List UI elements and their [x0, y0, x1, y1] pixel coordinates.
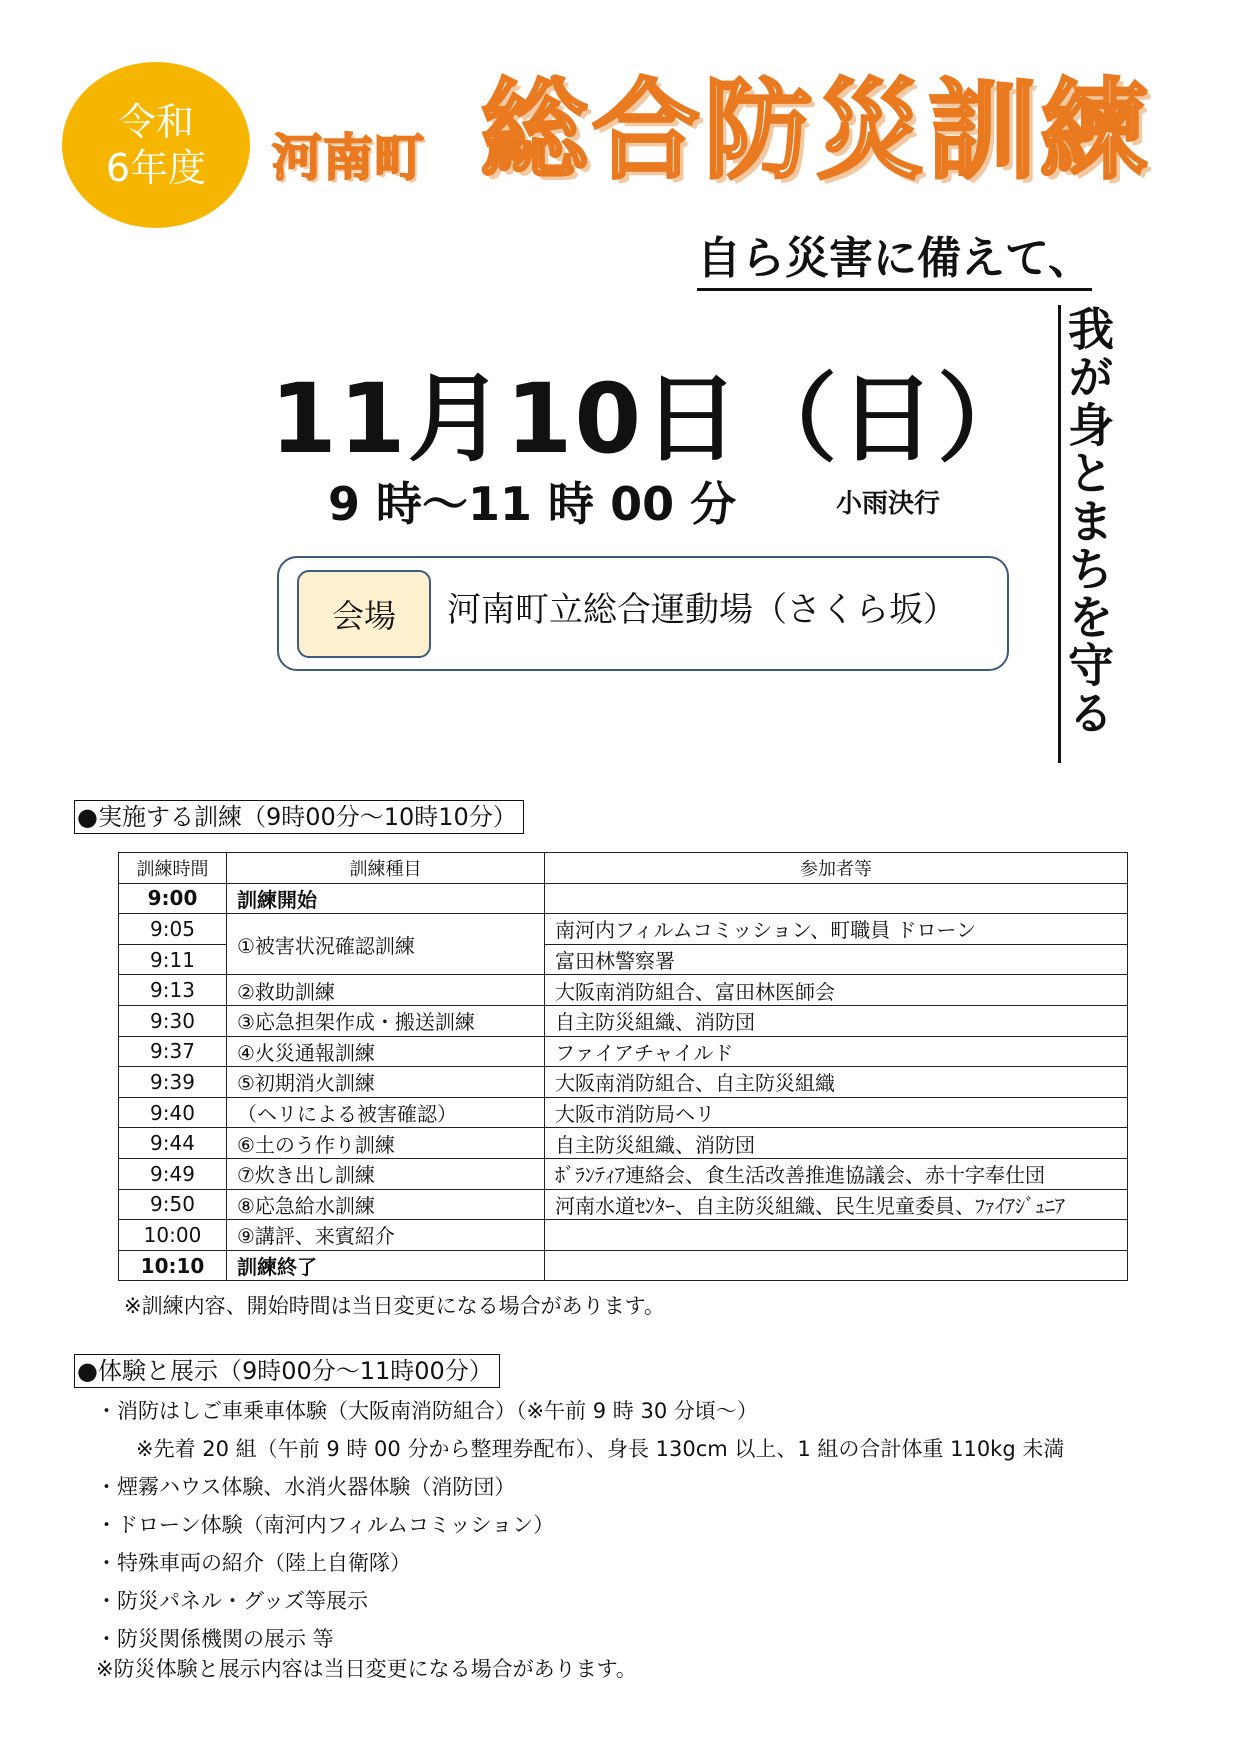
- row-item: 訓練開始: [227, 883, 545, 914]
- row-item: ⑥土のう作り訓練: [227, 1128, 545, 1159]
- table-row: [119, 1158, 1128, 1189]
- row-item: ⑤初期消火訓練: [227, 1067, 545, 1098]
- row-time: 9:37: [119, 1036, 227, 1067]
- event-date: 11月10日（日）: [270, 363, 1036, 475]
- row-participants: 河南水道ｾﾝﾀｰ、自主防災組織、民生児童委員、ﾌｧｲｱｼﾞｭﾆｱ: [545, 1189, 1128, 1220]
- row-participants: [545, 1220, 1128, 1251]
- row-participants: 南河内フィルムコミッション、町職員 ドローン: [545, 914, 1128, 945]
- training-schedule-table: [118, 852, 1128, 1281]
- weather-note: 小雨決行: [836, 489, 941, 519]
- row-participants: 富田林警察署: [545, 944, 1128, 975]
- row-time: 9:13: [119, 975, 227, 1006]
- row-time: 9:30: [119, 1005, 227, 1036]
- table-row: [119, 1097, 1128, 1128]
- column-header-time: 訓練時間: [119, 853, 227, 884]
- row-item: ②救助訓練: [227, 975, 545, 1006]
- table-row: [119, 1250, 1128, 1281]
- row-participants: ファイアチャイルド: [545, 1036, 1128, 1067]
- row-participants: [545, 883, 1128, 914]
- row-item: ⑦炊き出し訓練: [227, 1158, 545, 1189]
- row-time: 9:50: [119, 1189, 227, 1220]
- table-header-row: [119, 853, 1128, 884]
- column-header-participants: 参加者等: [545, 853, 1128, 884]
- row-time: 10:10: [119, 1250, 227, 1281]
- page-title: 総合防災訓練: [480, 69, 1153, 194]
- row-participants: 大阪南消防組合、自主防災組織: [545, 1067, 1128, 1098]
- experience-note: ※防災体験と展示内容は当日変更になる場合があります。: [96, 1657, 637, 1681]
- table-row: [119, 975, 1128, 1006]
- row-participants: 自主防災組織、消防団: [545, 1005, 1128, 1036]
- table-row: [119, 1189, 1128, 1220]
- slogan-line-1: 自ら災害に備えて、: [697, 232, 1092, 291]
- list-item: ・煙霧ハウス体験、水消火器体験（消防団）: [96, 1475, 516, 1499]
- row-item: 訓練終了: [227, 1250, 545, 1281]
- slogan-line-2: 我が身とまちを守る: [1058, 305, 1118, 763]
- row-time: 10:00: [119, 1220, 227, 1251]
- row-time: 9:11: [119, 944, 227, 975]
- row-participants: 大阪南消防組合、富田林医師会: [545, 975, 1128, 1006]
- table-row: [119, 1036, 1128, 1067]
- row-time: 9:44: [119, 1128, 227, 1159]
- list-item: ・ドローン体験（南河内フィルムコミッション）: [96, 1513, 555, 1537]
- venue-label: 会場: [297, 570, 431, 658]
- list-item: ・特殊車両の紹介（陸上自衛隊）: [96, 1551, 411, 1575]
- list-item: ・防災パネル・グッズ等展示: [96, 1589, 368, 1613]
- row-time: 9:39: [119, 1067, 227, 1098]
- column-header-item: 訓練種目: [227, 853, 545, 884]
- row-item: ④火災通報訓練: [227, 1036, 545, 1067]
- table-row: [119, 883, 1128, 914]
- list-item: ※先着 20 組（午前 9 時 00 分から整理券配布）、身長 130cm 以上、1 組の合計体重 110kg 未満: [136, 1437, 1065, 1461]
- venue-box: [277, 556, 1009, 671]
- list-item: ・消防はしご車乗車体験（大阪南消防組合）（※午前 9 時 30 分頃～）: [96, 1399, 758, 1423]
- training-note: ※訓練内容、開始時間は当日変更になる場合があります。: [124, 1294, 665, 1318]
- experience-heading: ●体験と展示（9時00分～11時00分）: [74, 1354, 500, 1388]
- table-row: [119, 914, 1128, 945]
- town-name: 河南町: [272, 129, 425, 187]
- row-item: ③応急担架作成・搬送訓練: [227, 1005, 545, 1036]
- row-item: （ヘリによる被害確認）: [227, 1097, 545, 1128]
- training-heading: ●実施する訓練（9時00分～10時10分）: [74, 800, 524, 834]
- row-time: 9:00: [119, 883, 227, 914]
- row-time: 9:40: [119, 1097, 227, 1128]
- row-time: 9:05: [119, 914, 227, 945]
- venue-name: 河南町立総合運動場（さくら坂）: [447, 590, 957, 630]
- row-time: 9:49: [119, 1158, 227, 1189]
- row-participants: 大阪市消防局ヘリ: [545, 1097, 1128, 1128]
- row-participants: [545, 1250, 1128, 1281]
- event-time: 9 時～11 時 00 分: [328, 477, 737, 531]
- badge-line-1: 令和: [117, 100, 194, 144]
- year-badge: [62, 62, 250, 228]
- row-participants: 自主防災組織、消防団: [545, 1128, 1128, 1159]
- table-row: [119, 1128, 1128, 1159]
- table-row: [119, 1220, 1128, 1251]
- table-row: [119, 1005, 1128, 1036]
- row-item: ⑧応急給水訓練: [227, 1189, 545, 1220]
- row-item: ①被害状況確認訓練: [227, 914, 545, 975]
- row-item: ⑨講評、来賓紹介: [227, 1220, 545, 1251]
- badge-line-2: 6年度: [105, 146, 207, 190]
- experience-list: [96, 1392, 1064, 1658]
- row-participants: ﾎﾞﾗﾝﾃｨｱ連絡会、食生活改善推進協議会、赤十字奉仕団: [545, 1158, 1128, 1189]
- list-item: ・防災関係機関の展示 等: [96, 1627, 334, 1651]
- table-row: [119, 1067, 1128, 1098]
